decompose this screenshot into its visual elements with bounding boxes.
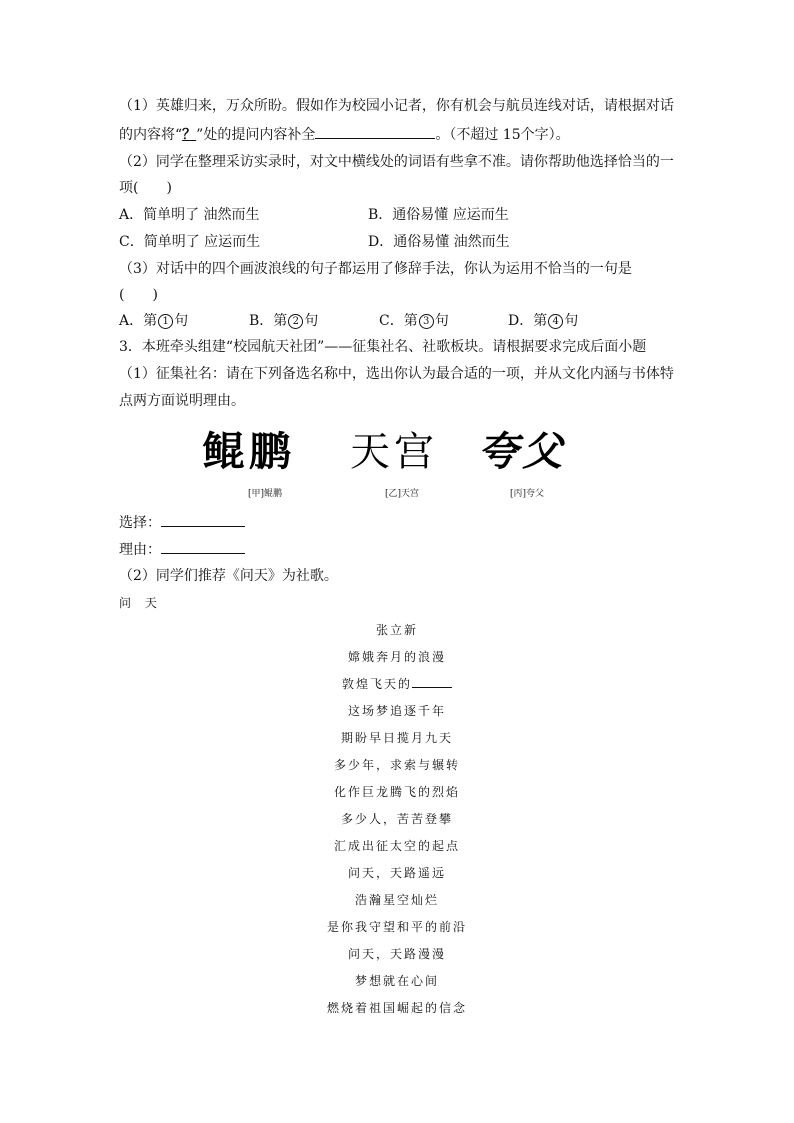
q1-line-2-mid: ”处的提问内容补全 [196,127,316,143]
poem-title: 问 天 [119,596,162,610]
q2-option-a[interactable]: A．简单明了 油然而生 [119,207,260,223]
q1-line-2-post: 。（不超过 15个字）。 [435,127,570,143]
q3-option-c-suffix: 句 [434,313,449,329]
calligraphy-kunpeng: 鲲鹏 [202,428,296,475]
q3-option-d-suffix: 句 [564,313,579,329]
caption-yi: [乙]天宫 [385,489,420,499]
q3-option-a-number: 1 [158,314,173,329]
reason-blank[interactable] [161,539,245,554]
poem-line-7: 多少人，苦苦登攀 [340,812,453,826]
choice-blank[interactable] [161,512,245,527]
q2-line-1: （2）同学在整理采访实录时，对文中横线处的词语有些拿不准。请你帮助他选择恰当的一 [119,154,674,170]
poem-line-11: 是你我守望和平的前沿 [326,920,467,934]
poem-line-6: 化作巨龙腾飞的烈焰 [333,785,460,799]
q1-line-2 [119,124,570,145]
section3-sub2: （2）同学们推荐《问天》为社歌。 [119,568,338,584]
poem-line-14: 燃烧着祖国崛起的信念 [326,1001,467,1015]
section3-sub1-line-1: （1）征集社名：请在下列备选名称中，选出你认为最合适的一项，并从文化内涵与书体特 [119,366,674,382]
q3-option-a-suffix: 句 [174,313,189,329]
q3-option-c-number: 3 [419,314,434,329]
q1-answer-blank[interactable] [315,124,435,139]
choice-row [119,512,245,533]
poem-line-4: 期盼早日揽月九天 [340,731,453,745]
q3-line-2: ( ) [119,287,158,303]
q3-option-a[interactable] [119,311,188,331]
q3-line-1: （3）对话中的四个画波浪线的句子都运用了修辞手法，你认为运用不恰当的一句是 [119,261,632,277]
section3-sub1-line-2: 点两方面说明理由。 [119,393,245,409]
caption-bing: [丙]夸父 [510,489,545,499]
reason-label: 理由： [119,542,161,558]
reason-row [119,539,245,560]
poem-line-2-blank[interactable] [412,676,452,688]
calligraphy-tiangong: 天宫 [350,429,438,475]
q2-line-2: 项( ) [119,180,172,196]
q1-question-mark: ？ [182,127,197,143]
poem-line-2 [0,676,794,692]
poem-line-12: 问天，天路漫漫 [347,947,446,961]
q3-option-c[interactable] [379,311,449,331]
poem-line-10: 浩瀚星空灿烂 [354,893,439,907]
poem-line-2-text: 敦煌飞天的 [341,677,412,691]
q3-option-d-number: 4 [548,314,563,329]
poem-line-8: 汇成出征太空的起点 [333,839,460,853]
poem-author: 张立新 [375,623,418,637]
poem-line-13: 梦想就在心间 [354,974,439,988]
choice-label: 选择： [119,515,161,531]
poem-line-9: 问天，天路遥远 [347,866,446,880]
q3-option-b-prefix: B．第 [249,313,288,329]
q1-line-2-pre: 的内容将“ [119,127,183,143]
poem-line-5: 多少年，求索与辗转 [333,758,460,772]
q3-option-b-number: 2 [288,314,303,329]
q2-option-d[interactable]: D．通俗易懂 油然而生 [368,234,510,250]
q3-option-b[interactable] [249,311,318,331]
q3-option-b-suffix: 句 [304,313,319,329]
poem-line-1: 嫦娥奔月的浪漫 [347,650,446,664]
q3-option-d[interactable] [508,311,578,331]
caption-jia: [甲]鲲鹏 [248,489,283,499]
q1-line-1: （1）英雄归来，万众所盼。假如作为校园小记者，你有机会与航员连线对话，请根据对话 [119,98,674,114]
poem-line-3: 这场梦追逐千年 [347,704,446,718]
q2-option-b[interactable]: B．通俗易懂 应运而生 [368,207,509,223]
q3-option-d-prefix: D．第 [508,313,548,329]
q3-option-c-prefix: C．第 [379,313,418,329]
section3-heading: 3．本班牵头组建“校园航天社团”——征集社名、社歌板块。请根据要求完成后面小题 [119,339,647,355]
calligraphy-kuafu: 夸父 [478,428,566,475]
q3-option-a-prefix: A．第 [119,313,158,329]
q2-option-c[interactable]: C．简单明了 应运而生 [119,234,261,250]
